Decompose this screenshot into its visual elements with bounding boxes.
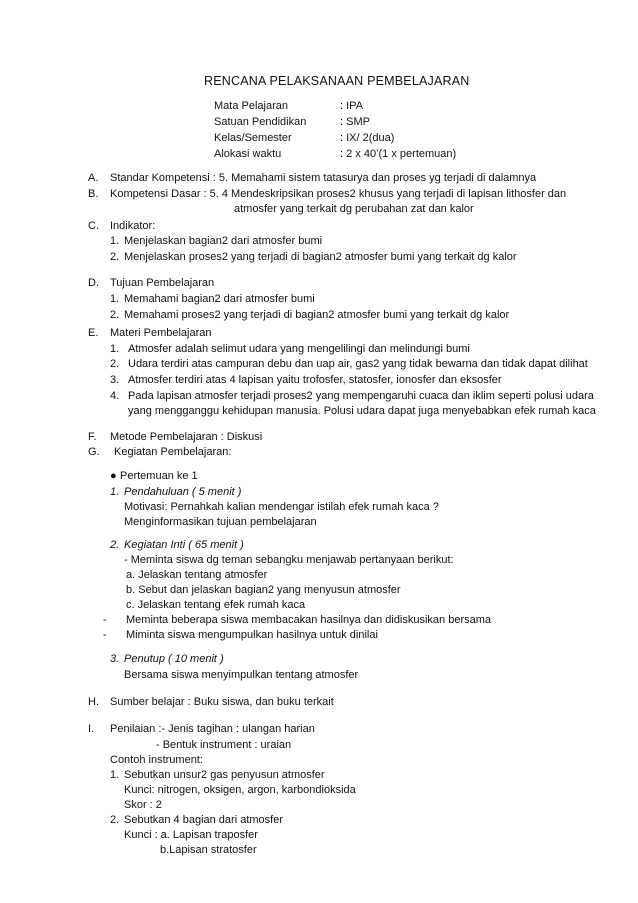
phase-line: Meminta beberapa siswa membacakan hasilnya dan didiskusikan bersama (126, 614, 492, 626)
section-heading: Materi Pembelajaran (110, 327, 212, 339)
list-item: Udara terdiri atas campuran debu dan uap air, gas2 yang tidak bewarna dan tidak dapat dilihat (128, 358, 588, 370)
phase-title: Kegiatan Inti ( 65 menit ) (124, 539, 244, 551)
answer-key: Kunci : a. Lapisan traposfer (124, 829, 258, 841)
identity-label: Satuan Pendidikan (214, 116, 307, 128)
penilaian-line: Penilaian :- Jenis tagihan : ulangan harian (110, 723, 315, 735)
answer-key: b.Lapisan stratosfer (160, 844, 257, 856)
list-item: Atmosfer adalah selimut udara yang mengelilingi dan melindungi bumi (128, 343, 470, 355)
list-number: 4. (110, 390, 120, 402)
list-number: 1. (110, 486, 120, 498)
list-item-cont: yang mengganggu kehidupan manusia. Polusi udara dapat juga menyebabkan efek rumah kaca (128, 405, 596, 417)
section-marker: D. (88, 277, 99, 289)
question-item: b. Sebut dan jelaskan bagian2 yang menyusun atmosfer (126, 584, 401, 596)
list-number: 1. (110, 293, 120, 305)
phase-line: Miminta siswa mengumpulkan hasilnya untuk dinilai (126, 629, 378, 641)
identity-value: : IPA (340, 100, 364, 112)
list-number: 3. (110, 374, 120, 386)
phase-line: Bersama siswa menyimpulkan tentang atmosfer (124, 669, 359, 681)
dash-marker: - (103, 614, 107, 626)
section-marker: G. (88, 446, 100, 458)
contoh-heading: Contoh instrument: (110, 754, 203, 766)
list-number: 2. (110, 309, 120, 321)
question-item: Sebutkan unsur2 gas penyusun atmosfer (124, 769, 325, 781)
score: Skor : 2 (124, 799, 162, 811)
phase-task: - Meminta siswa dg teman sebangku menjawab pertanyaan berikut: (124, 554, 454, 566)
metode-pembelajaran: Metode Pembelajaran : Diskusi (110, 431, 263, 443)
identity-value: : 2 x 40’(1 x pertemuan) (340, 148, 457, 160)
list-item: Memahami bagian2 dari atmosfer bumi (124, 293, 315, 305)
section-heading: Kegiatan Pembelajaran: (114, 446, 232, 458)
phase-title: Penutup ( 10 menit ) (124, 653, 224, 665)
list-number: 3. (110, 653, 120, 665)
identity-value: : SMP (340, 116, 370, 128)
kompetensi-dasar-cont: atmosfer yang terkait dg perubahan zat dan kalor (234, 203, 474, 215)
section-marker: A. (88, 172, 99, 184)
list-number: 2. (110, 358, 120, 370)
list-item: Pada lapisan atmosfer terjadi proses2 yang mempengaruhi cuaca dan iklim seperti polusi udara (128, 390, 594, 402)
section-heading: Tujuan Pembelajaran (110, 277, 215, 289)
list-number: 1. (110, 769, 120, 781)
section-heading: Indikator: (110, 220, 156, 232)
phase-line: Motivasi: Pernahkah kalian mendengar istilah efek rumah kaca ? (124, 501, 439, 513)
list-number: 2. (110, 814, 120, 826)
dash-marker: - (103, 629, 107, 641)
list-item: Atmosfer terdiri atas 4 lapisan yaitu trofosfer, statosfer, ionosfer dan eksosfer (128, 374, 502, 386)
kompetensi-dasar: Kompetensi Dasar : 5. 4 Mendeskripsikan proses2 khusus yang terjadi di lapisan lithosfer dan (110, 188, 567, 200)
list-number: 2. (110, 251, 120, 263)
list-item: Menjelaskan proses2 yang terjadi di bagian2 atmosfer bumi yang terkait dg kalor (124, 251, 517, 263)
list-item: Memahami proses2 yang terjadi di bagian2 atmosfer bumi yang terkait dg kalor (124, 309, 510, 321)
identity-label: Mata Pelajaran (214, 100, 288, 112)
section-marker: I. (88, 723, 95, 735)
list-number: 2. (110, 539, 120, 551)
section-marker: F. (88, 431, 97, 443)
question-item: Sebutkan 4 bagian dari atmosfer (124, 814, 283, 826)
meeting-label: Pertemuan ke 1 (120, 470, 198, 482)
list-item: Menjelaskan bagian2 dari atmosfer bumi (124, 235, 323, 247)
bullet-icon: ● (110, 470, 117, 482)
document-title: RENCANA PELAKSANAAN PEMBELAJARAN (204, 74, 470, 88)
list-number: 1. (110, 235, 120, 247)
question-item: c. Jelaskan tentang efek rumah kaca (126, 599, 306, 611)
identity-value: : IX/ 2(dua) (340, 132, 395, 144)
penilaian-line: - Bentuk instrument : uraian (156, 739, 292, 751)
answer-key: Kunci: nitrogen, oksigen, argon, karbondioksida (124, 784, 356, 796)
sumber-belajar: Sumber belajar : Buku siswa, dan buku terkait (110, 696, 334, 708)
identity-label: Alokasi waktu (214, 148, 282, 160)
phase-title: Pendahuluan ( 5 menit ) (124, 486, 242, 498)
list-number: 1. (110, 343, 120, 355)
section-marker: E. (88, 327, 99, 339)
standar-kompetensi: Standar Kompetensi : 5. Memahami sistem tatasurya dan proses yg terjadi di dalamnya (110, 172, 537, 184)
section-marker: B. (88, 188, 99, 200)
question-item: a. Jelaskan tentang atmosfer (126, 569, 268, 581)
section-marker: H. (88, 696, 99, 708)
section-marker: C. (88, 220, 99, 232)
phase-line: Menginformasikan tujuan pembelajaran (124, 516, 317, 528)
identity-label: Kelas/Semester (214, 132, 292, 144)
